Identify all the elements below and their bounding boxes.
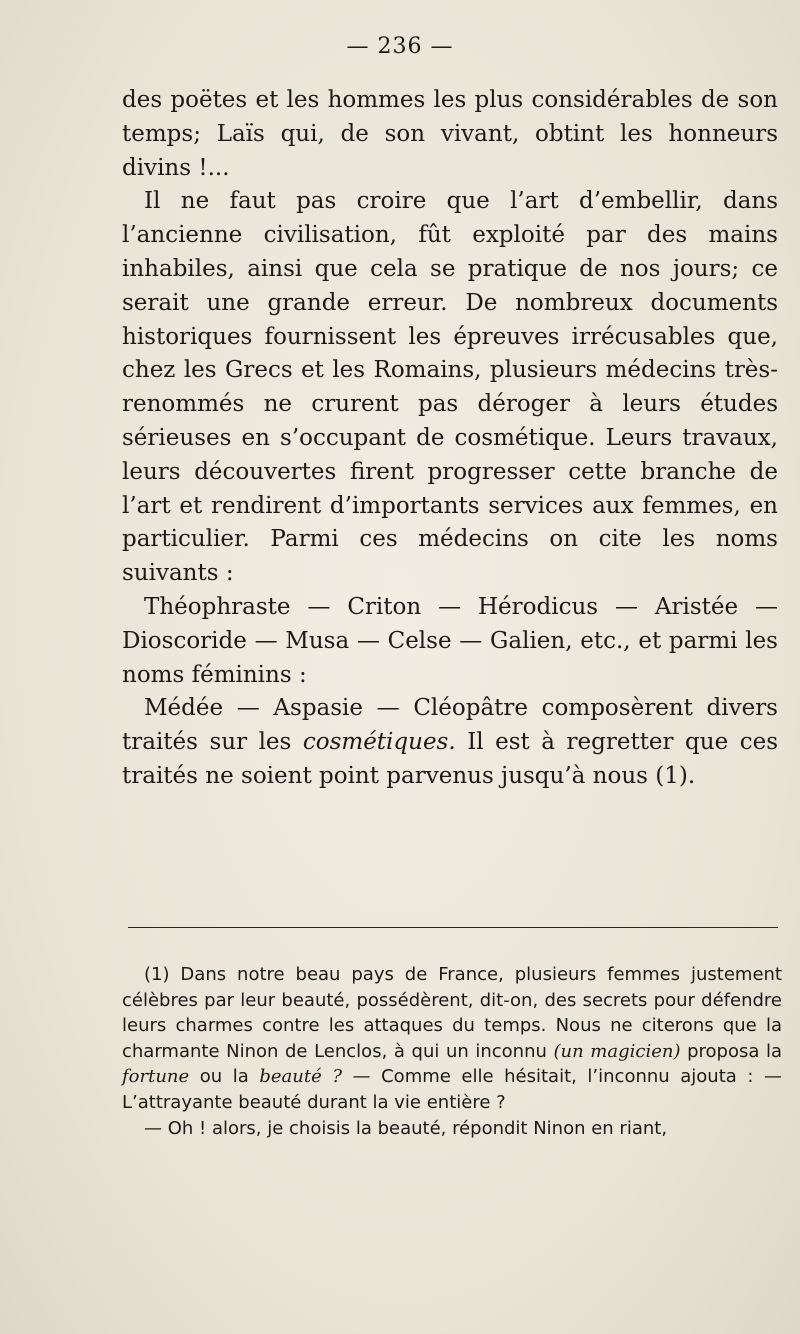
paragraph-4-text-b: Il est à regretter que ces traités ne soient point parvenus jusqu’à nous (1). [122,729,778,789]
paragraph-2: Il ne faut pas croire que l’art d’embellir, dans l’ancienne civilisation, fût exploité par des mains inhabiles, ainsi que cela se pratique de nos jours; ce serait une grande erreur. De nombreux documents historiques fournissent les épreuves irrécusables que, chez les Grecs et les Romains, plusieurs médecins très-renommés ne crurent pas déroger à leurs études sérieuses en s’occupant de cosmétique. Leurs travaux, leurs découvertes firent progresser cette branche de l’art et rendirent d’importants services aux femmes, en particulier. Parmi ces médecins on cite les noms suivants : [122,188,778,587]
paragraph-1: des poëtes et les hommes les plus considérables de son temps; Laïs qui, de son vivant, obtint les honneurs divins !... [122,87,778,181]
footnote [122,962,782,1141]
footnote-separator [128,927,778,928]
main-text [122,84,778,794]
paragraph-4-text-a: Médée — Aspasie — Cléopâtre composèrent divers traités sur les [122,695,778,756]
fn-text-b: proposa la [680,1040,783,1062]
fn-italic-2: fortune [122,1066,190,1088]
fn-text-d: — Comme elle hésitait, l’inconnu ajouta : — L’attrayante beauté durant la vie entière ? [122,1066,782,1113]
page-number: — 236 — [346,34,454,59]
footnote-paragraph-2: — Oh ! alors, je choisis la beauté, répondit Ninon en riant, [144,1117,668,1139]
paragraph-4 [122,692,778,793]
footnote-paragraph-1 [122,962,782,1116]
fn-text-c: ou la [189,1066,260,1088]
names-line-2: Dioscoride — Musa — Celse — Galien, etc., et parmi les noms féminins : [122,627,778,688]
fn-italic-3: beauté ? [259,1066,342,1088]
fn-text-a: (1) Dans notre beau pays de France, plusieurs femmes justement célèbres par leur beauté, possédèrent, dit-on, des secrets pour défendre leurs charmes contre les attaques du temps. Nous ne citerons que la charmante Ninon de Lenclos, à qui un inconnu [122,964,782,1062]
fn-italic-1: (un magicien) [553,1040,681,1062]
paragraph-4-italic: cosmétiques. [302,729,456,756]
names-line-1: Théophraste — Criton — Hérodicus — Aristée — [144,593,778,620]
